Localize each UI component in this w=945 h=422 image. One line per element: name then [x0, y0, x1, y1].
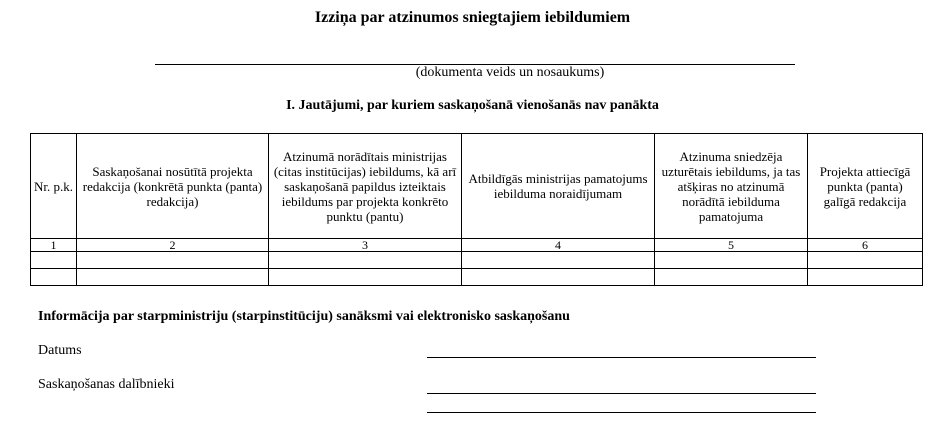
table-cell [655, 269, 808, 286]
column-number: 1 [31, 239, 77, 252]
document-caption: (dokumenta veids un nosaukums) [415, 65, 605, 80]
table-cell [462, 252, 655, 269]
column-number: 4 [462, 239, 655, 252]
column-number-row [31, 239, 923, 252]
table-cell [31, 252, 77, 269]
table-cell [77, 252, 269, 269]
header-final-version: Projekta attiecīgā punkta (panta) galīgā redakcija [808, 134, 923, 239]
info-title: Informācija par starpministriju (starpinstitūciju) sanāksmi vai elektronisko saskaņošanu [38, 309, 570, 324]
column-number: 2 [77, 239, 269, 252]
header-nr: Nr. p.k. [31, 134, 77, 239]
column-number: 3 [269, 239, 462, 252]
header-project-version: Saskaņošanai nosūtītā projekta redakcija (konkrētā punkta (panta) redakcija) [77, 134, 269, 239]
document-title: Izziņa par atzinumos sniegtajiem iebildumiem [314, 9, 631, 26]
table-row [31, 269, 923, 286]
table-cell [269, 269, 462, 286]
column-number: 6 [808, 239, 923, 252]
table-cell [269, 252, 462, 269]
table-cell [462, 269, 655, 286]
table-cell [31, 269, 77, 286]
header-maintained-objection: Atzinuma sniedzēja uzturētais iebildums, ja tas atšķiras no atzinumā norādītā iebilduma pamatojuma [655, 134, 808, 239]
participants-line [427, 393, 816, 394]
table-header-row [31, 134, 923, 239]
table-cell [655, 252, 808, 269]
date-label: Datums [38, 343, 82, 358]
participants-label: Saskaņošanas dalībnieki [38, 377, 175, 392]
header-objection: Atzinumā norādītais ministrijas (citas institūcijas) iebildums, kā arī saskaņošanā papildus izteiktais iebildums par projekta konkrēto punktu (pantu) [269, 134, 462, 239]
table-row [31, 252, 923, 269]
participants-line [427, 412, 816, 413]
date-line [427, 357, 816, 358]
table-cell [808, 252, 923, 269]
header-justification: Atbildīgās ministrijas pamatojums iebilduma noraidījumam [462, 134, 655, 239]
objections-table [30, 133, 923, 286]
section-title: I. Jautājumi, par kuriem saskaņošanā vienošanās nav panākta [286, 98, 659, 113]
column-number: 5 [655, 239, 808, 252]
table-cell [77, 269, 269, 286]
table-cell [808, 269, 923, 286]
